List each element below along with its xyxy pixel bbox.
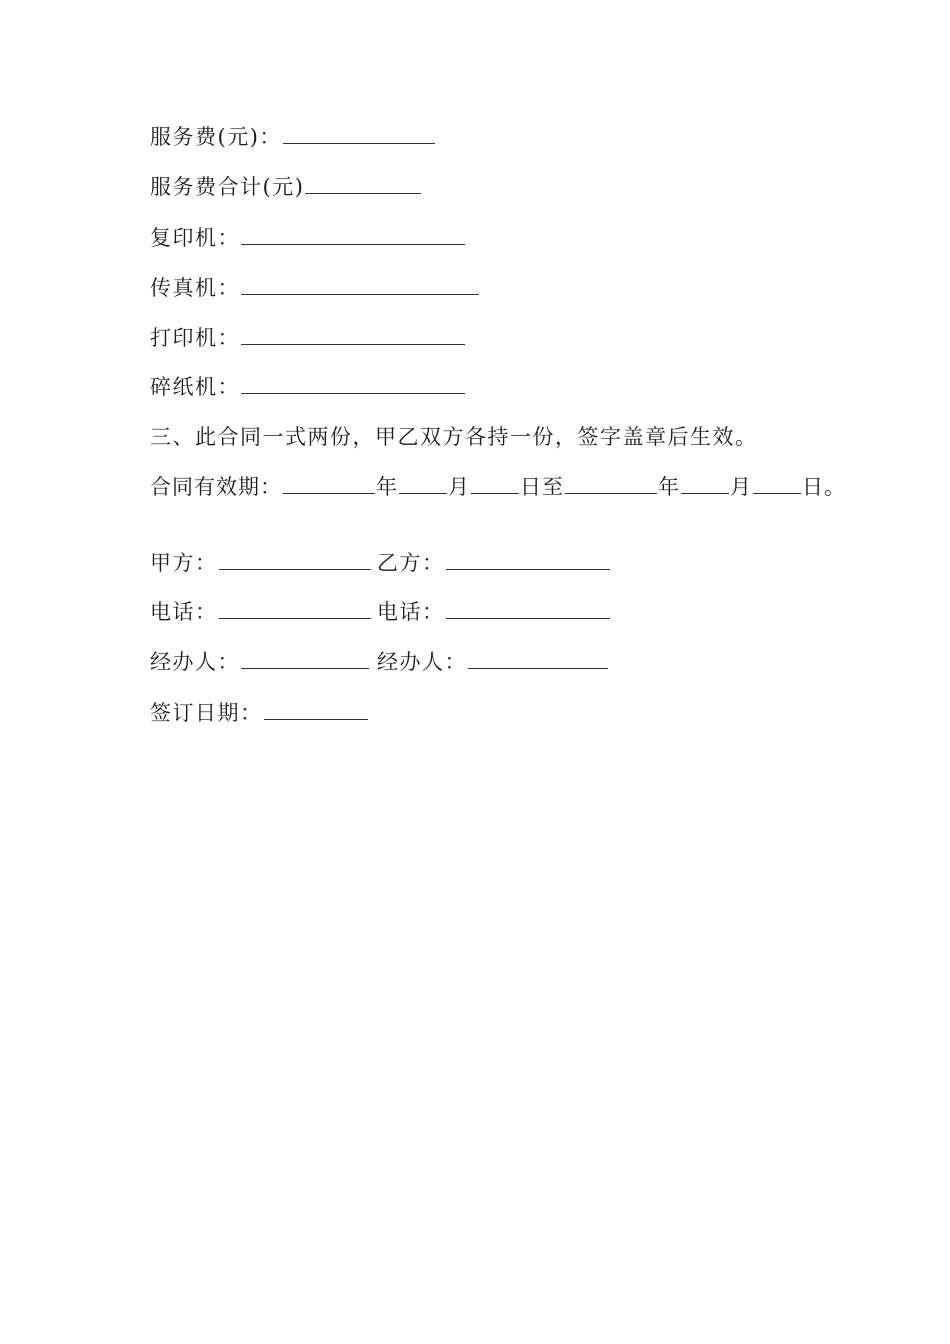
validity-start-month-blank[interactable] bbox=[399, 475, 447, 494]
sign-date-line bbox=[150, 700, 369, 726]
validity-day-end-text: 日。 bbox=[802, 475, 846, 499]
service-fee-total-label: 服务费合计(元) bbox=[150, 175, 305, 199]
validity-end-year-blank[interactable] bbox=[565, 475, 657, 494]
phone-b-label: 电话： bbox=[377, 600, 445, 624]
party-b-blank[interactable] bbox=[446, 551, 610, 570]
party-a-blank[interactable] bbox=[219, 551, 371, 570]
phone-a-line bbox=[150, 599, 372, 625]
validity-label: 合同有效期： bbox=[150, 475, 282, 499]
validity-month-text: 月 bbox=[448, 475, 470, 499]
validity-end-month-blank[interactable] bbox=[681, 475, 729, 494]
service-fee-total-blank[interactable] bbox=[305, 175, 421, 194]
fax-blank[interactable] bbox=[241, 276, 479, 295]
phone-a-blank[interactable] bbox=[219, 600, 371, 619]
party-b-label: 乙方： bbox=[377, 551, 445, 575]
validity-year-text: 年 bbox=[376, 475, 398, 499]
service-fee-total-line bbox=[150, 174, 422, 200]
copier-line bbox=[150, 225, 466, 251]
agent-a-label: 经办人： bbox=[150, 650, 240, 674]
validity-start-year-blank[interactable] bbox=[283, 475, 375, 494]
phone-a-label: 电话： bbox=[150, 600, 218, 624]
phone-b-blank[interactable] bbox=[446, 600, 610, 619]
sign-date-blank[interactable] bbox=[264, 701, 368, 720]
party-b-line bbox=[377, 550, 611, 576]
copier-blank[interactable] bbox=[241, 226, 465, 245]
party-a-label: 甲方： bbox=[150, 551, 218, 575]
party-a-line bbox=[150, 550, 372, 576]
service-fee-blank[interactable] bbox=[283, 125, 435, 144]
agent-b-line bbox=[377, 649, 609, 675]
copier-label: 复印机： bbox=[150, 226, 240, 250]
validity-year2-text: 年 bbox=[658, 475, 680, 499]
clause-three-text: 三、此合同一式两份，甲乙双方各持一份，签字盖章后生效。 bbox=[150, 425, 758, 449]
agent-b-blank[interactable] bbox=[468, 650, 608, 669]
shredder-line bbox=[150, 374, 466, 400]
agent-a-blank[interactable] bbox=[241, 650, 369, 669]
validity-line bbox=[150, 474, 846, 500]
shredder-blank[interactable] bbox=[241, 375, 465, 394]
fax-line bbox=[150, 275, 480, 301]
agent-a-line bbox=[150, 649, 370, 675]
printer-blank[interactable] bbox=[241, 326, 465, 345]
validity-start-day-blank[interactable] bbox=[471, 475, 519, 494]
validity-month2-text: 月 bbox=[730, 475, 752, 499]
sign-date-label: 签订日期： bbox=[150, 701, 263, 725]
phone-b-line bbox=[377, 599, 611, 625]
printer-label: 打印机： bbox=[150, 326, 240, 350]
validity-day-to-text: 日至 bbox=[520, 475, 564, 499]
printer-line bbox=[150, 325, 466, 351]
clause-three bbox=[150, 424, 758, 450]
shredder-label: 碎纸机： bbox=[150, 375, 240, 399]
service-fee-line bbox=[150, 124, 436, 150]
service-fee-label: 服务费(元)： bbox=[150, 125, 282, 149]
agent-b-label: 经办人： bbox=[377, 650, 467, 674]
validity-end-day-blank[interactable] bbox=[753, 475, 801, 494]
fax-label: 传真机： bbox=[150, 276, 240, 300]
